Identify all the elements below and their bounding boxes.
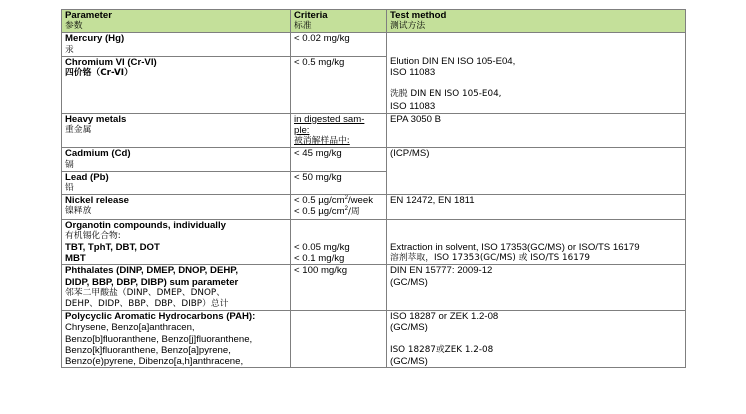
table-row (62, 195, 686, 219)
criteria-lead: < 50 mg/kg (291, 171, 387, 194)
param-mercury: Mercury (Hg) 汞 (62, 33, 291, 56)
header-criteria: Criteria 标准 (291, 10, 387, 33)
header-parameter: Parameter 参数 (62, 10, 291, 33)
param-cadmium: Cadmium (Cd) 镉 (62, 148, 291, 171)
method-organotin: Extraction in solvent, ISO 17353(GC/MS) or ISO/TS 16179 溶剂萃取，ISO 17353(GC/MS) 或 ISO/TS 16179 (387, 219, 686, 265)
criteria-phthalates: < 100 mg/kg (291, 265, 387, 311)
method-chromium: Elution DIN EN ISO 105-E04, ISO 11083 洗脱 DIN EN ISO 105-E04, ISO 11083 (387, 33, 686, 113)
table-header-row (62, 10, 686, 33)
criteria-table (61, 9, 686, 368)
criteria-chromium: < 0.5 mg/kg (291, 56, 387, 113)
table-row (62, 148, 686, 171)
method-phthalates: DIN EN 15777: 2009-12 (GC/MS) (387, 265, 686, 311)
method-heavy-metals: EPA 3050 B (387, 113, 686, 148)
criteria-pah (291, 311, 387, 368)
criteria-mercury: < 0.02 mg/kg (291, 33, 387, 56)
table-row (62, 113, 686, 148)
param-heavy-metals: Heavy metals 重金属 (62, 113, 291, 148)
param-organotin: Organotin compounds, individually 有机锡化合物: TBT, TphT, DBT, DOT MBT (62, 219, 291, 265)
table-row (62, 311, 686, 368)
table-row (62, 33, 686, 56)
param-lead: Lead (Pb) 铅 (62, 171, 291, 194)
criteria-organotin: < 0.05 mg/kg < 0.1 mg/kg (291, 219, 387, 265)
param-chromium: Chromium VI (Cr-VI) 四价铬（Cr-VI） (62, 56, 291, 113)
param-phthalates: Phthalates (DINP, DMEP, DNOP, DEHP, DIDP, BBP, DBP, DIBP) sum parameter 邻苯二甲酸盐（DINP、DMEP、DNOP、 DEHP、DIDP、BBP、DBP、DIBP）总计 (62, 265, 291, 311)
criteria-cadmium: < 45 mg/kg (291, 148, 387, 171)
param-nickel: Nickel release 镍释放 (62, 195, 291, 219)
header-test-method: Test method 测试方法 (387, 10, 686, 33)
criteria-heavy-metals: in digested sam- ple: 被消解样品中: (291, 113, 387, 148)
criteria-nickel: < 0.5 $\mu g/cm^2$/week < 0.5 $\mu g/cm^2/$周 (291, 195, 387, 219)
method-pah: ISO 18287 or ZEK 1.2-08 (GC/MS) ISO 18287或ZEK 1.2-08 (GC/MS) (387, 311, 686, 368)
param-pah: Polycyclic Aromatic Hydrocarbons (PAH): Chrysene, Benzo[a]anthracen, Benzo[b]fluoranthene, Benzo[j]fluoranthene, Benzo[k]fluoranthene, Benzo[a]pyrene, Benzo(e)pyrene, Dibenzo[a,h]anthracene, (62, 311, 291, 368)
method-cadmium-lead: (ICP/MS) (387, 148, 686, 195)
table-row (62, 219, 686, 265)
method-nickel: EN 12472, EN 1811 (387, 195, 686, 219)
table-row (62, 265, 686, 311)
